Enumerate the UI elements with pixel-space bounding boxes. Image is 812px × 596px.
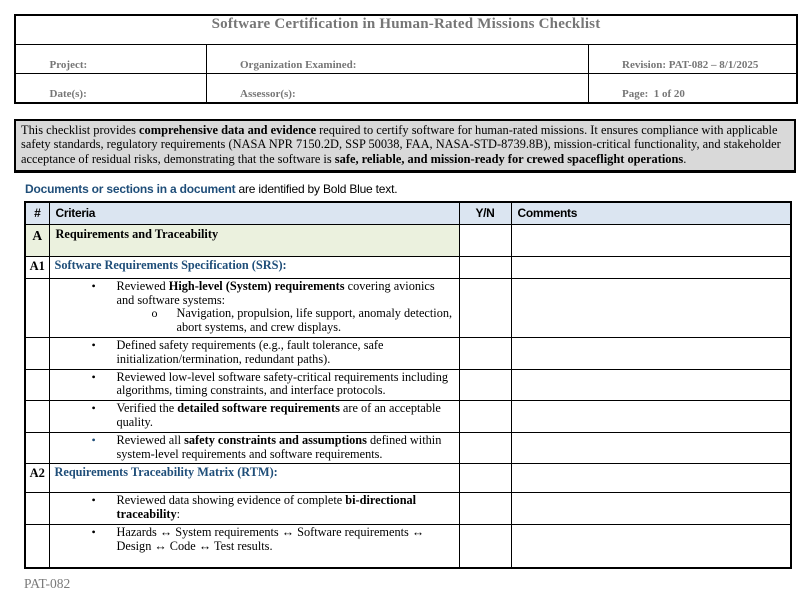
page-title: Software Certification in Human-Rated Missions Checklist [15, 15, 797, 44]
table-row [25, 369, 791, 401]
table-row [25, 493, 791, 525]
organization-examined-field[interactable] [206, 44, 588, 73]
yn-cell[interactable] [459, 464, 511, 493]
legend-note [25, 182, 812, 196]
row-number-cell: A1 [25, 256, 49, 278]
project-label: Project: [49, 58, 88, 71]
column-header-comments: Comments [511, 202, 791, 224]
row-number-cell [25, 493, 49, 525]
comments-cell[interactable] [511, 524, 791, 568]
revision-label: Revision: PAT-082 – 8/1/2025 [622, 58, 759, 71]
comments-cell[interactable] [511, 493, 791, 525]
section-title-cell: Requirements and Traceability [49, 224, 459, 256]
yn-cell[interactable] [459, 524, 511, 568]
row-number-cell: A2 [25, 464, 49, 493]
bullet-item [50, 526, 459, 554]
checklist-body [25, 224, 791, 568]
criteria-cell [49, 493, 459, 525]
bullet-marker: • [91, 278, 96, 293]
yn-cell[interactable] [459, 256, 511, 278]
yn-cell[interactable] [459, 224, 511, 256]
legend-blue-text: Documents or sections in a document [25, 182, 236, 197]
page-number-field [588, 73, 797, 103]
table-row [25, 337, 791, 369]
row-number-cell [25, 524, 49, 568]
criteria-cell [49, 524, 459, 568]
bullet-marker: • [91, 524, 96, 539]
yn-cell[interactable] [459, 493, 511, 525]
table-row [25, 464, 791, 493]
table-row [25, 432, 791, 464]
document-heading-cell: Software Requirements Specification (SRS): [49, 256, 459, 278]
bullet-item [50, 371, 459, 399]
bullet-marker: o [151, 306, 158, 321]
yn-cell[interactable] [459, 432, 511, 464]
bullet-item [50, 280, 459, 308]
header-table [14, 14, 798, 104]
intro-paragraph: This checklist provides comprehensive data and evidence required to certify software for human-rated missions. It ensures compliance with applicable safety standards, regulatory requirements (NASA NPR 7150.2D, SSP 50038, FAA, NASA-STD-8739.8B), mission-critical functionality, and stakeholder acceptance of residual risks, demonstrating that the software is safe, reliable, and mission-ready for crewed spaceflight operations. [14, 119, 796, 174]
comments-cell[interactable] [511, 224, 791, 256]
assessors-field[interactable] [206, 73, 588, 103]
column-header-num: # [25, 202, 49, 224]
yn-cell[interactable] [459, 401, 511, 433]
organization-examined-label: Organization Examined: [240, 58, 357, 71]
page-number-label: Page: 1 of 20 [622, 87, 685, 100]
bullet-marker: • [91, 401, 96, 416]
row-number-cell [25, 432, 49, 464]
table-header-row [25, 202, 791, 224]
comments-cell[interactable] [511, 401, 791, 433]
bullet-text: Reviewed High-level (System) requirements covering avionics and software systems: [116, 278, 435, 307]
table-row [25, 224, 791, 256]
bullet-item [50, 402, 459, 430]
row-number-cell [25, 401, 49, 433]
criteria-cell [49, 337, 459, 369]
bullet-item [50, 307, 459, 335]
table-row [25, 401, 791, 433]
footer-doc-id: PAT-082 [24, 576, 71, 592]
bullet-text: Defined safety requirements (e.g., fault tolerance, safe initialization/termination, redundant paths). [116, 337, 384, 366]
document-heading-cell: Requirements Traceability Matrix (RTM): [49, 464, 459, 493]
bullet-item [50, 339, 459, 367]
bullet-item [50, 434, 459, 462]
table-row [25, 524, 791, 568]
legend-rest-text: are identified by Bold Blue text. [235, 182, 398, 197]
table-row [25, 256, 791, 278]
bullet-text: Reviewed low-level software safety-critical requirements including algorithms, timing constraints, and interface protocols. [116, 369, 449, 398]
project-field[interactable] [15, 44, 206, 73]
yn-cell[interactable] [459, 337, 511, 369]
bullet-text: Verified the detailed software requirements are of an acceptable quality. [116, 401, 441, 429]
bullet-marker: • [91, 432, 96, 447]
bullet-text: Hazards ↔ System requirements ↔ Software requirements ↔ Design ↔ Code ↔ Test results. [116, 524, 425, 553]
comments-cell[interactable] [511, 432, 791, 464]
revision-field [588, 44, 797, 73]
table-row [15, 73, 797, 103]
document-page [0, 14, 812, 596]
criteria-cell [49, 369, 459, 401]
bullet-text: Reviewed data showing evidence of complete bi-directional traceability: [116, 493, 417, 521]
bullet-marker: • [91, 337, 96, 352]
row-number-cell: A [25, 224, 49, 256]
row-number-cell [25, 278, 49, 337]
table-row [25, 278, 791, 337]
comments-cell[interactable] [511, 464, 791, 493]
dates-field[interactable] [15, 73, 206, 103]
criteria-cell [49, 401, 459, 433]
bullet-text: Reviewed all safety constraints and assumptions defined within system-level requirements and software requirements. [116, 432, 442, 461]
table-row [15, 15, 797, 44]
comments-cell[interactable] [511, 369, 791, 401]
dates-label: Date(s): [49, 87, 87, 100]
yn-cell[interactable] [459, 369, 511, 401]
bullet-marker: • [91, 493, 96, 508]
bullet-item [50, 494, 459, 522]
row-number-cell [25, 337, 49, 369]
yn-cell[interactable] [459, 278, 511, 337]
column-header-criteria: Criteria [49, 202, 459, 224]
comments-cell[interactable] [511, 337, 791, 369]
criteria-cell [49, 432, 459, 464]
bullet-marker: • [91, 369, 96, 384]
row-number-cell [25, 369, 49, 401]
comments-cell[interactable] [511, 278, 791, 337]
bullet-text: Navigation, propulsion, life support, anomaly detection, abort systems, and crew displays. [176, 306, 453, 335]
column-header-yn: Y/N [459, 202, 511, 224]
comments-cell[interactable] [511, 256, 791, 278]
checklist-table [24, 201, 792, 569]
assessors-label: Assessor(s): [240, 87, 296, 100]
criteria-cell [49, 278, 459, 337]
table-row [15, 44, 797, 73]
